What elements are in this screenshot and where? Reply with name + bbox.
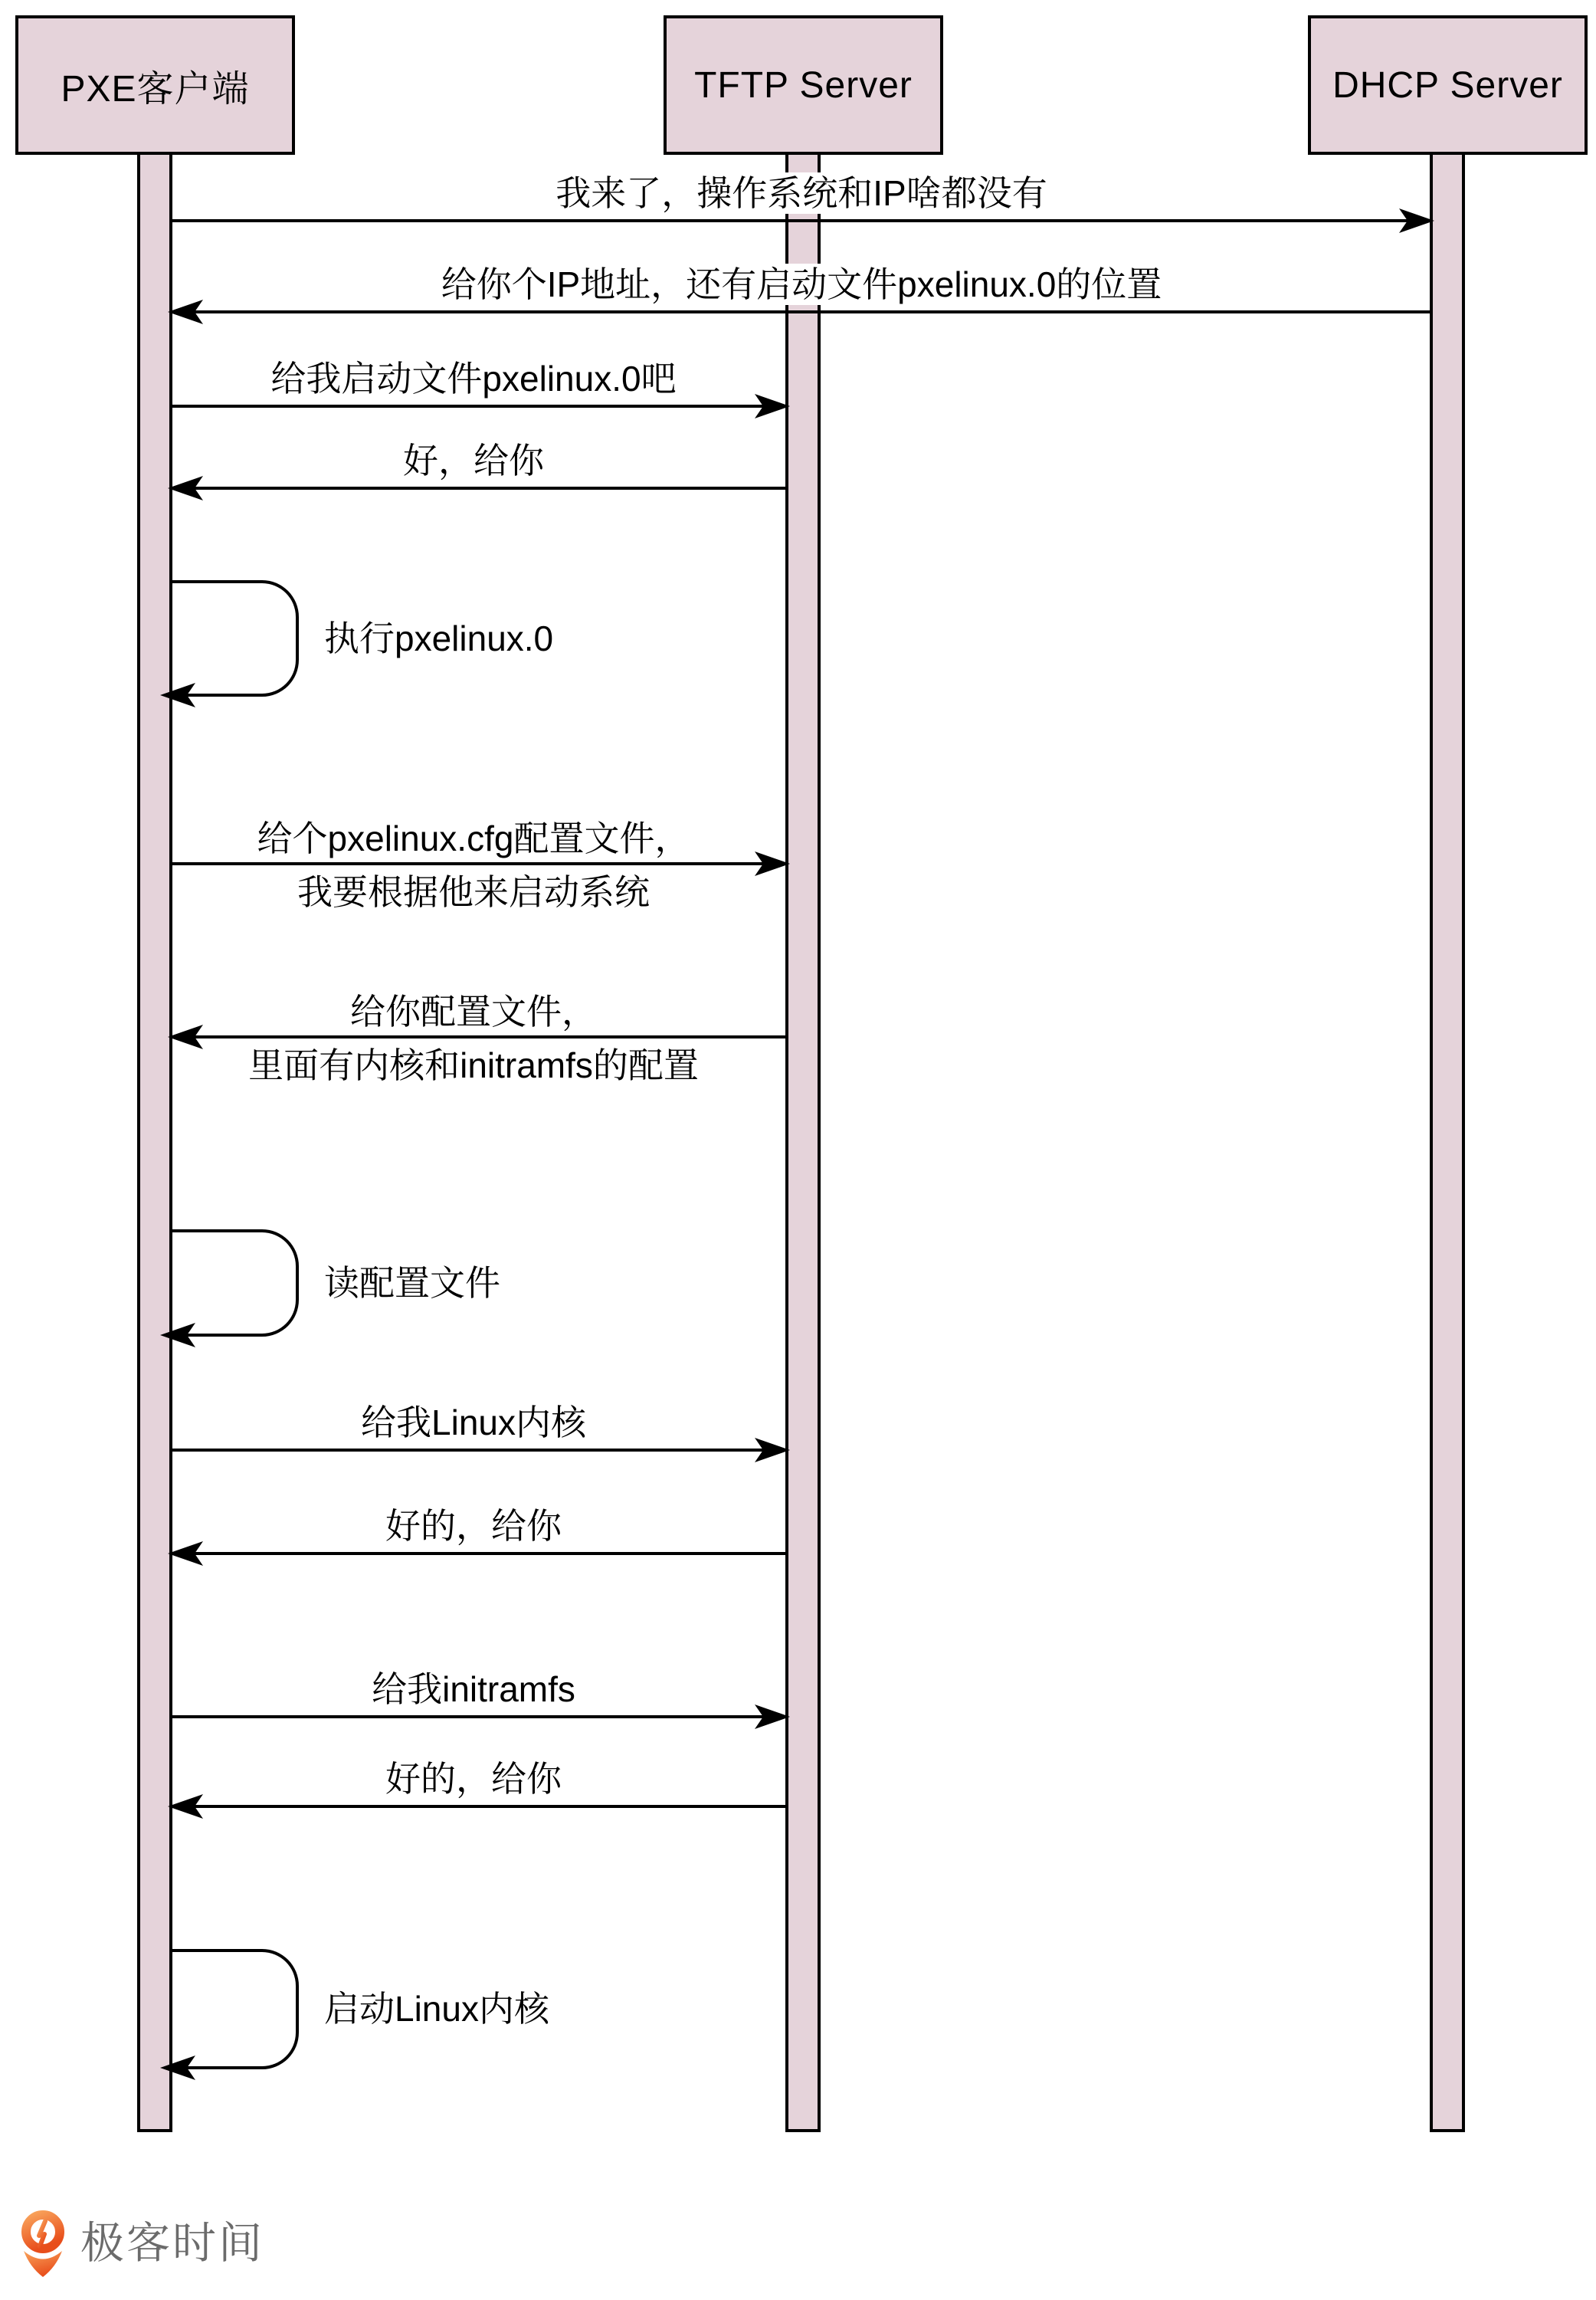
arrowhead-left-icon xyxy=(160,682,195,708)
self-loop-1 xyxy=(172,1229,299,1337)
message-arrow-6 xyxy=(172,1449,785,1452)
lifeline-pxe-client xyxy=(137,155,172,2132)
message-arrow-8 xyxy=(172,1715,785,1718)
participant-box-pxe-client xyxy=(15,15,295,155)
self-loop-0 xyxy=(172,580,299,697)
message-label-0: 我来了，操作系统和IP啥都没有 xyxy=(548,172,1054,214)
message-label-5-line1: 给你配置文件， xyxy=(342,991,605,1032)
message-arrow-7 xyxy=(172,1552,785,1555)
self-loop-label-0: 执行pxelinux.0 xyxy=(324,618,554,658)
participant-label: TFTP Server xyxy=(694,64,913,106)
arrowhead-left-icon xyxy=(160,2055,195,2081)
arrow-line xyxy=(172,1035,785,1038)
message-arrow-4 xyxy=(172,862,785,865)
arrowhead-left-icon xyxy=(168,1024,203,1050)
arrowhead-left-icon xyxy=(168,1540,203,1567)
arrowhead-left-icon xyxy=(160,1322,195,1348)
participant-label: PXE客户端 xyxy=(61,68,250,110)
message-arrow-9 xyxy=(172,1805,785,1808)
message-label-2: 给我启动文件pxelinux.0吧 xyxy=(263,358,683,399)
message-arrow-2 xyxy=(172,405,785,408)
geektime-logo-icon xyxy=(18,2209,68,2278)
arrow-line xyxy=(172,405,785,408)
self-loop-label-1: 读配置文件 xyxy=(324,1263,500,1303)
participant-box-dhcp-server xyxy=(1308,15,1588,155)
lifeline-tftp-server xyxy=(785,155,821,2132)
message-label-7: 好的，给你 xyxy=(378,1505,569,1547)
message-label-6: 给我Linux内核 xyxy=(353,1402,594,1443)
arrowhead-right-icon xyxy=(755,1704,790,1730)
geektime-logo xyxy=(18,2209,264,2278)
arrowhead-left-icon xyxy=(168,475,203,501)
arrow-line xyxy=(172,1552,785,1555)
arrow-line xyxy=(172,219,1430,222)
arrowhead-right-icon xyxy=(755,1437,790,1463)
arrowhead-right-icon xyxy=(755,393,790,419)
message-label-5-line2: 里面有内核和initramfs的配置 xyxy=(241,1045,706,1086)
arrow-line xyxy=(172,1715,785,1718)
arrowhead-right-icon xyxy=(1399,208,1434,234)
self-loop-label-2: 启动Linux内核 xyxy=(324,1989,549,2029)
arrow-line xyxy=(172,487,785,490)
self-loop-2 xyxy=(172,1949,299,2069)
lifeline-dhcp-server xyxy=(1430,155,1465,2132)
message-label-9: 好的，给你 xyxy=(378,1758,569,1800)
arrow-line xyxy=(172,862,785,865)
participant-label: DHCP Server xyxy=(1332,64,1563,106)
message-label-1: 给你个IP地址，还有启动文件pxelinux.0的位置 xyxy=(434,264,1170,305)
arrowhead-right-icon xyxy=(755,851,790,877)
message-label-3: 好，给你 xyxy=(395,440,552,481)
geektime-logo-text: 极客时间 xyxy=(80,2219,264,2268)
message-label-4-line2: 我要根据他来启动系统 xyxy=(290,871,657,913)
arrow-line xyxy=(172,1805,785,1808)
message-arrow-5 xyxy=(172,1035,785,1038)
participant-box-tftp-server xyxy=(664,15,943,155)
arrowhead-left-icon xyxy=(168,1793,203,1819)
arrow-line xyxy=(172,310,1430,313)
message-arrow-0 xyxy=(172,219,1430,222)
message-label-4-line1: 给个pxelinux.cfg配置文件， xyxy=(250,818,698,859)
message-arrow-3 xyxy=(172,487,785,490)
message-label-8: 给我initramfs xyxy=(364,1668,583,1710)
arrow-line xyxy=(172,1449,785,1452)
message-arrow-1 xyxy=(172,310,1430,313)
arrowhead-left-icon xyxy=(168,299,203,325)
